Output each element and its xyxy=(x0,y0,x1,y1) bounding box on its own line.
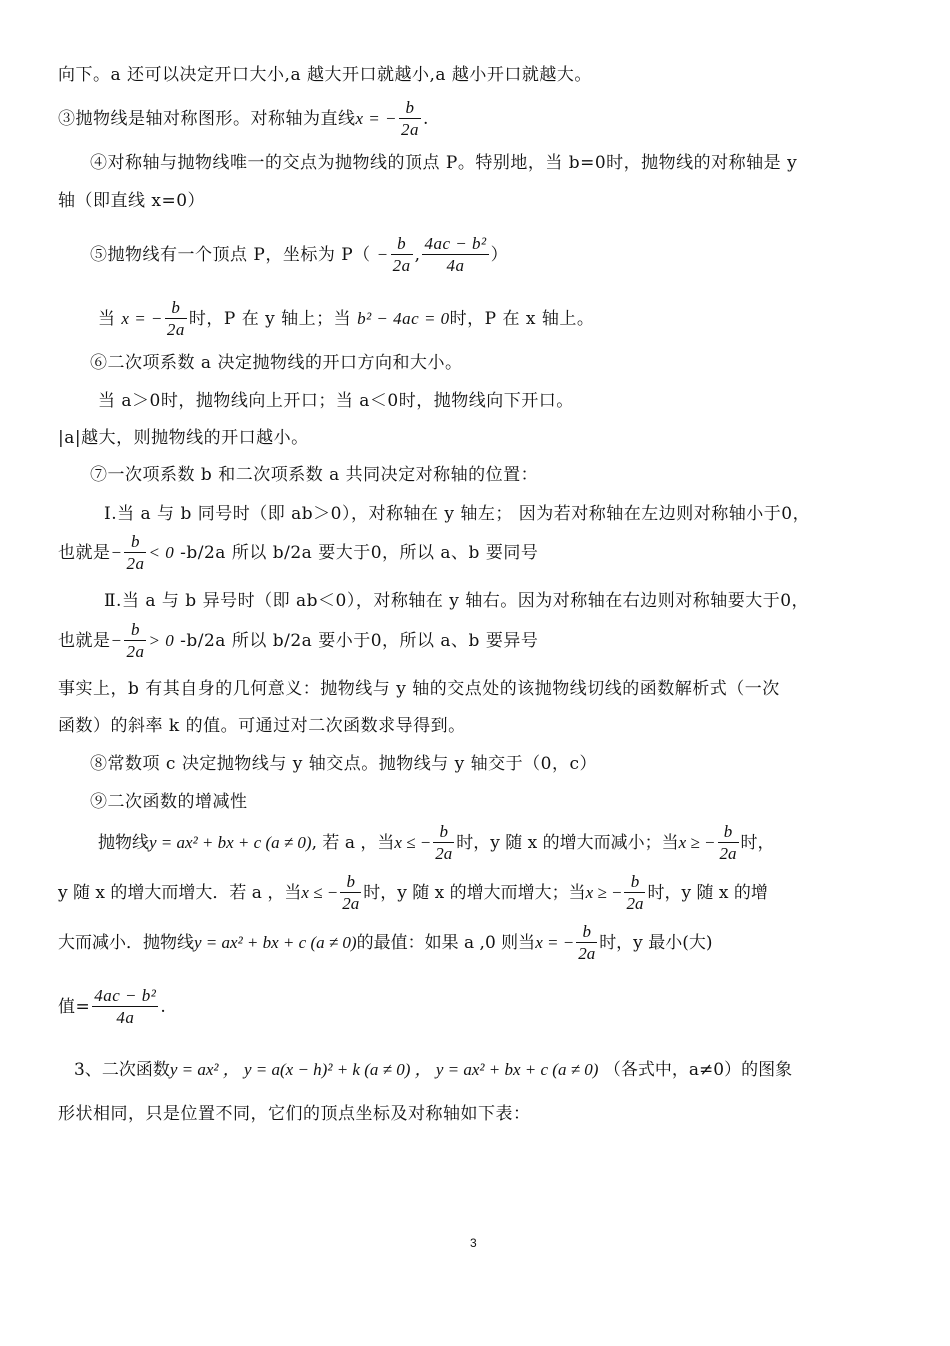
text-line: ⑦一次项系数 b 和二次项系数 a 共同决定对称轴的位置： xyxy=(90,465,539,485)
text: 的最值：如果 a ,0 则当 xyxy=(356,933,536,953)
formula: x = − xyxy=(121,309,163,328)
fraction xyxy=(340,872,361,915)
text: 抛物线 xyxy=(98,833,149,853)
text: . xyxy=(423,109,429,129)
text-line xyxy=(58,620,538,663)
text-line: 轴（即直线 x=0） xyxy=(58,191,206,211)
formula: y = ax² + bx + c (a ≠ 0) xyxy=(194,933,357,952)
fraction xyxy=(391,234,413,277)
page-number: 3 xyxy=(470,1236,477,1250)
text-line xyxy=(58,922,712,965)
fraction xyxy=(92,986,158,1029)
fraction xyxy=(624,872,645,915)
text: 时， xyxy=(740,833,775,853)
numerator: b xyxy=(624,872,645,893)
denominator: 2a xyxy=(342,894,360,913)
numerator: b xyxy=(340,872,361,893)
text: 时，y 随 x 的增 xyxy=(647,883,768,903)
text-line: 当 a＞0时，抛物线向上开口；当 a＜0时，抛物线向下开口。 xyxy=(98,391,574,411)
text-line xyxy=(58,872,768,915)
formula: y = ax² + bx + c (a ≠ 0) xyxy=(149,833,312,852)
formula: x = − xyxy=(535,933,575,952)
text: （各式中，a≠0）的图象 xyxy=(603,1060,793,1080)
formula: − xyxy=(376,245,389,264)
text-line xyxy=(90,234,508,277)
text: 也就是 xyxy=(58,543,111,563)
text: 大而减小．抛物线 xyxy=(58,933,194,953)
numerator: 4ac − b² xyxy=(94,986,157,1005)
text: 值= xyxy=(58,997,91,1017)
text: 也就是 xyxy=(58,631,111,651)
text-line: ⑨二次函数的增减性 xyxy=(90,792,248,812)
formula: − xyxy=(110,631,123,650)
text: ⑤抛物线有一个顶点 P，坐标为 P（ xyxy=(90,245,371,265)
formula: − xyxy=(110,543,123,562)
fraction xyxy=(124,620,146,663)
text: 时，P 在 x 轴上。 xyxy=(449,309,595,329)
text: , 若 a ，当 xyxy=(311,833,395,853)
text-line xyxy=(58,532,538,575)
text-line: |a|越大，则抛物线的开口越小。 xyxy=(58,428,309,448)
numerator: b xyxy=(433,822,454,843)
fraction xyxy=(165,298,187,341)
text-line: 事实上，b 有其自身的几何意义：抛物线与 y 轴的交点处的该抛物线切线的函数解析式（一次 xyxy=(58,679,780,699)
text-line: 形状相同，只是位置不同，它们的顶点坐标及对称轴如下表： xyxy=(58,1104,531,1124)
numerator: b xyxy=(576,922,597,943)
text-line xyxy=(98,822,775,865)
denominator: 2a xyxy=(166,320,185,339)
text-line xyxy=(74,1059,792,1081)
text-line: 向下。a 还可以决定开口大小,a 越大开口就越小,a 越小开口就越大。 xyxy=(58,65,592,85)
text-line: Ⅰ.当 a 与 b 同号时（即 ab＞0），对称轴在 y 轴左； 因为若对称轴在左边则对称轴小于0， xyxy=(104,504,811,524)
formula: x ≤ − xyxy=(394,833,432,852)
denominator: 2a xyxy=(578,944,596,963)
text-line: Ⅱ.当 a 与 b 异号时（即 ab＜0），对称轴在 y 轴右。因为对称轴在右边则对称轴要大于0， xyxy=(104,591,810,611)
numerator: b xyxy=(391,234,413,255)
text: . xyxy=(160,997,167,1017)
fraction xyxy=(124,532,146,575)
denominator: 2a xyxy=(435,844,453,863)
denominator: 2a xyxy=(126,554,145,573)
text: ） xyxy=(490,245,509,265)
formula: b² − 4ac = 0 xyxy=(357,309,450,328)
fraction xyxy=(433,822,454,865)
text-line: ⑥二次项系数 a 决定抛物线的开口方向和大小。 xyxy=(90,353,463,373)
text-line: 函数）的斜率 k 的值。可通过对二次函数求导得到。 xyxy=(58,716,466,736)
text-line xyxy=(58,98,429,141)
text: 当 xyxy=(98,309,116,329)
denominator: 4a xyxy=(446,256,465,275)
numerator: 4ac − b² xyxy=(424,234,487,253)
text-line: ⑧常数项 c 决定抛物线与 y 轴交点。抛物线与 y 轴交于（0，c） xyxy=(90,754,597,774)
formula: x ≥ − xyxy=(585,883,623,902)
text: 3、二次函数 xyxy=(74,1060,170,1080)
text: ③抛物线是轴对称图形。对称轴为直线 xyxy=(58,109,356,129)
formula: > 0 xyxy=(148,631,175,650)
denominator: 2a xyxy=(719,844,737,863)
text: , xyxy=(414,245,421,265)
numerator: b xyxy=(124,620,146,641)
formula: x ≥ − xyxy=(678,833,716,852)
denominator: 4a xyxy=(116,1008,135,1027)
denominator: 2a xyxy=(626,894,644,913)
numerator: b xyxy=(124,532,146,553)
formula: < 0 xyxy=(148,543,175,562)
denominator: 2a xyxy=(401,120,419,139)
text: 时，y 随 x 的增大而减小；当 xyxy=(456,833,679,853)
fraction xyxy=(399,98,421,141)
text-line xyxy=(58,986,166,1029)
numerator: b xyxy=(165,298,187,319)
fraction xyxy=(576,922,597,965)
text-line: ④对称轴与抛物线唯一的交点为抛物线的顶点 P。特别地，当 b=0时，抛物线的对称轴是 y xyxy=(90,153,798,173)
numerator: b xyxy=(718,822,739,843)
text: 时，P 在 y 轴上；当 xyxy=(188,309,352,329)
fraction xyxy=(718,822,739,865)
formula: x ≤ − xyxy=(301,883,339,902)
denominator: 2a xyxy=(392,256,411,275)
formula: x = − xyxy=(355,109,397,128)
text: -b/2a 所以 b/2a 要小于0，所以 a、b 要异号 xyxy=(180,631,539,651)
text: 时，y 随 x 的增大而增大；当 xyxy=(363,883,586,903)
text: y 随 x 的增大而增大．若 a ，当 xyxy=(58,883,302,903)
text: -b/2a 所以 b/2a 要大于0，所以 a、b 要同号 xyxy=(180,543,539,563)
text: 时，y 最小(大) xyxy=(599,933,713,953)
denominator: 2a xyxy=(126,642,145,661)
numerator: b xyxy=(399,98,421,119)
fraction xyxy=(422,234,488,277)
text-line xyxy=(98,298,594,341)
formula: y = ax² ， y = a(x − h)² + k (a ≠ 0) ， y = ax² + bx + c (a ≠ 0) xyxy=(169,1060,599,1079)
